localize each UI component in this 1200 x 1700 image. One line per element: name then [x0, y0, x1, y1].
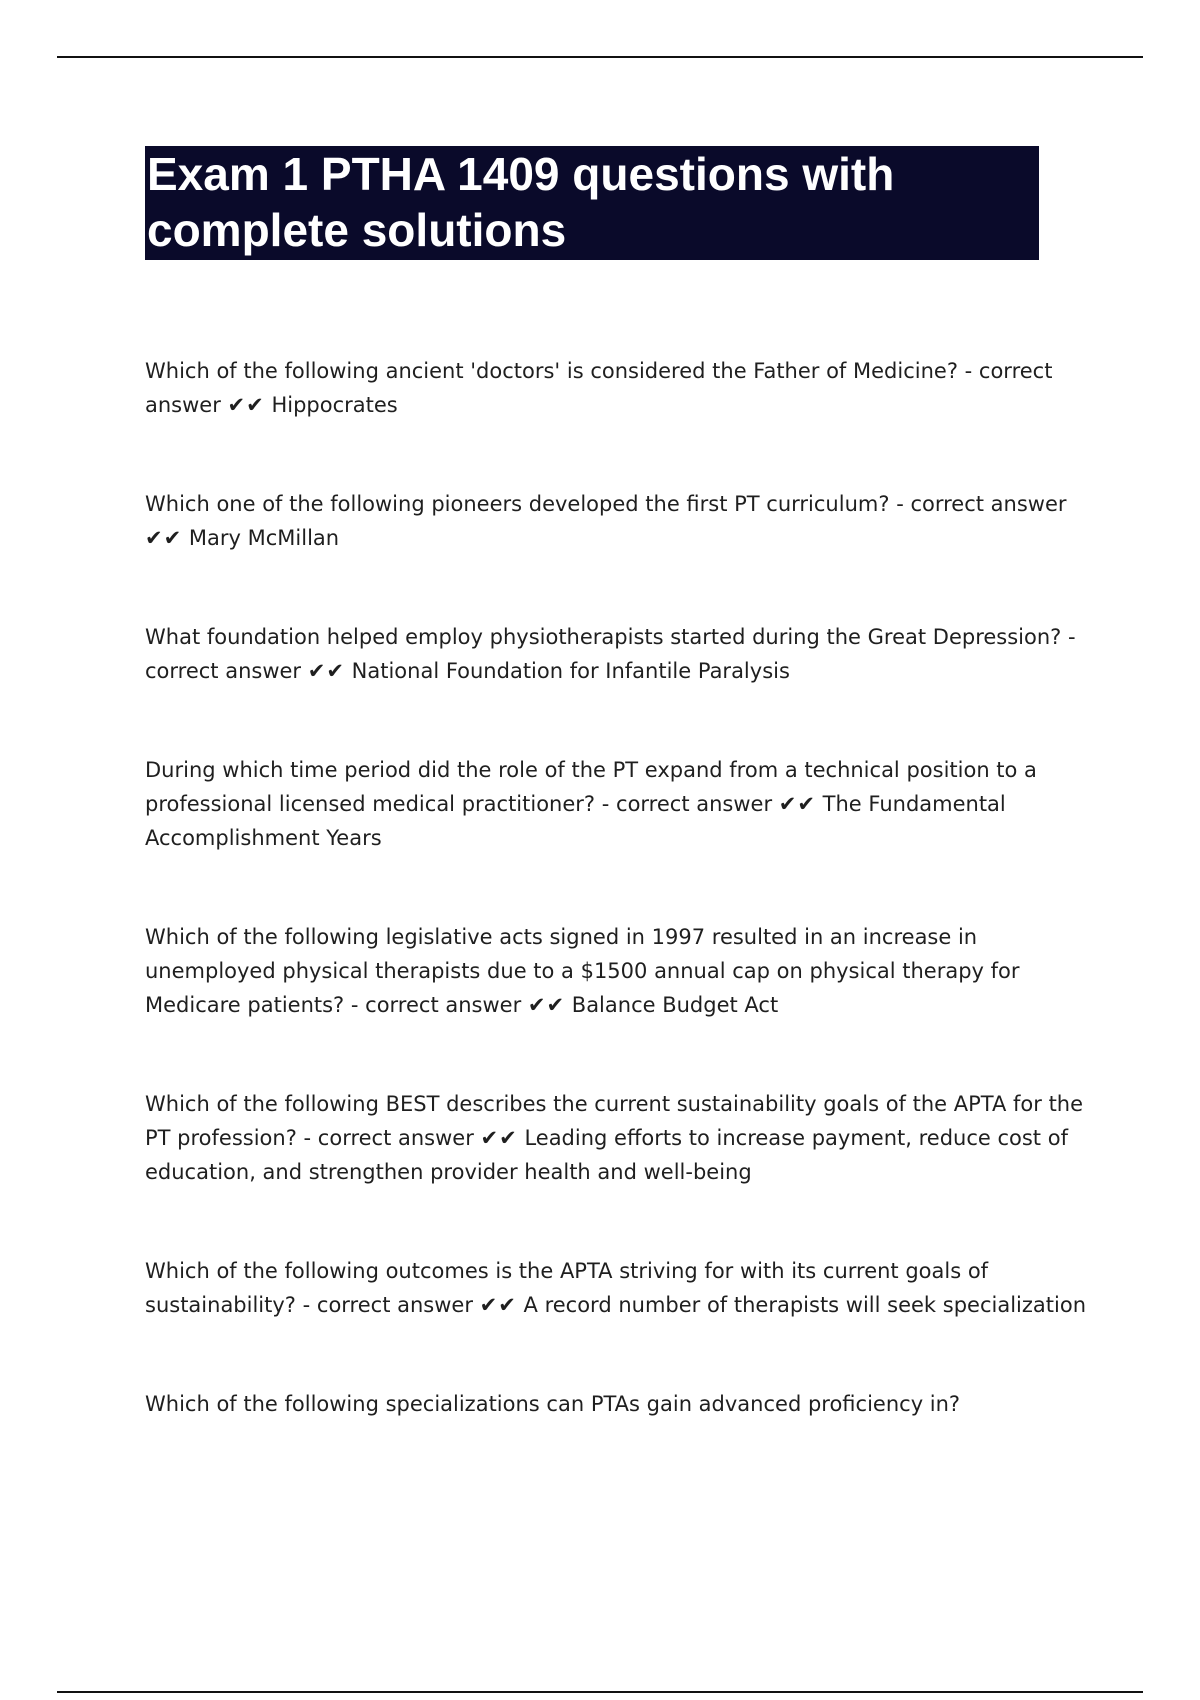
bottom-rule: [57, 1691, 1143, 1693]
answer-separator: - correct answer: [145, 359, 1053, 417]
qa-item: [145, 920, 1095, 1022]
document-title: Exam 1 PTHA 1409 questions with complete solutions: [145, 146, 1039, 260]
question-text: Which of the following outcomes is the APTA striving for with its current goals of sustainability?: [145, 1259, 989, 1317]
qa-item: [145, 1387, 1095, 1421]
question-text: Which of the following ancient 'doctors' is considered the Father of Medicine?: [145, 359, 958, 383]
qa-item: [145, 354, 1095, 422]
check-icon: ✔✔: [778, 792, 816, 816]
check-icon: ✔✔: [479, 1293, 517, 1317]
qa-item: [145, 620, 1095, 688]
question-text: What foundation helped employ physiotherapists started during the Great Depression?: [145, 625, 1062, 649]
question-text: During which time period did the role of the PT expand from a technical position to a professional licensed medical practitioner?: [145, 758, 1037, 816]
qa-item: [145, 487, 1095, 555]
answer-separator: - correct answer: [601, 792, 773, 816]
check-icon: ✔✔: [480, 1126, 518, 1150]
qa-item: [145, 1254, 1095, 1322]
check-icon: ✔✔: [307, 659, 345, 683]
question-text: Which of the following legislative acts signed in 1997 resulted in an increase in unemployed physical therapists due to a $1500 annual cap on physical therapy for Medicare patients?: [145, 925, 1020, 1017]
answer-separator: - correct answer: [350, 993, 522, 1017]
answer-separator: - correct answer: [145, 625, 1076, 683]
question-text: Which one of the following pioneers developed the first PT curriculum?: [145, 492, 890, 516]
answer-text: The Fundamental Accomplishment Years: [145, 792, 1006, 850]
top-rule: [57, 56, 1143, 58]
check-icon: ✔✔: [527, 993, 566, 1017]
check-icon: ✔✔: [145, 526, 183, 550]
answer-separator: - correct answer: [896, 492, 1067, 516]
check-icon: ✔✔: [227, 393, 265, 417]
answer-text: A record number of therapists will seek specialization: [523, 1293, 1086, 1317]
answer-separator: - correct answer: [303, 1126, 474, 1150]
answer-separator: - correct answer: [302, 1293, 473, 1317]
qa-item: [145, 753, 1095, 855]
answer-text: Mary McMillan: [188, 526, 340, 550]
qa-list: [145, 354, 1095, 1486]
answer-text: Hippocrates: [271, 393, 398, 417]
answer-text: Leading efforts to increase payment, reduce cost of education, and strengthen provider health and well-being: [145, 1126, 1068, 1184]
answer-text: National Foundation for Infantile Paralysis: [351, 659, 790, 683]
question-text: Which of the following specializations can PTAs gain advanced proficiency in?: [145, 1392, 961, 1416]
question-text: Which of the following BEST describes the current sustainability goals of the APTA for the PT profession?: [145, 1092, 1084, 1150]
qa-item: [145, 1087, 1095, 1189]
answer-text: Balance Budget Act: [571, 993, 779, 1017]
